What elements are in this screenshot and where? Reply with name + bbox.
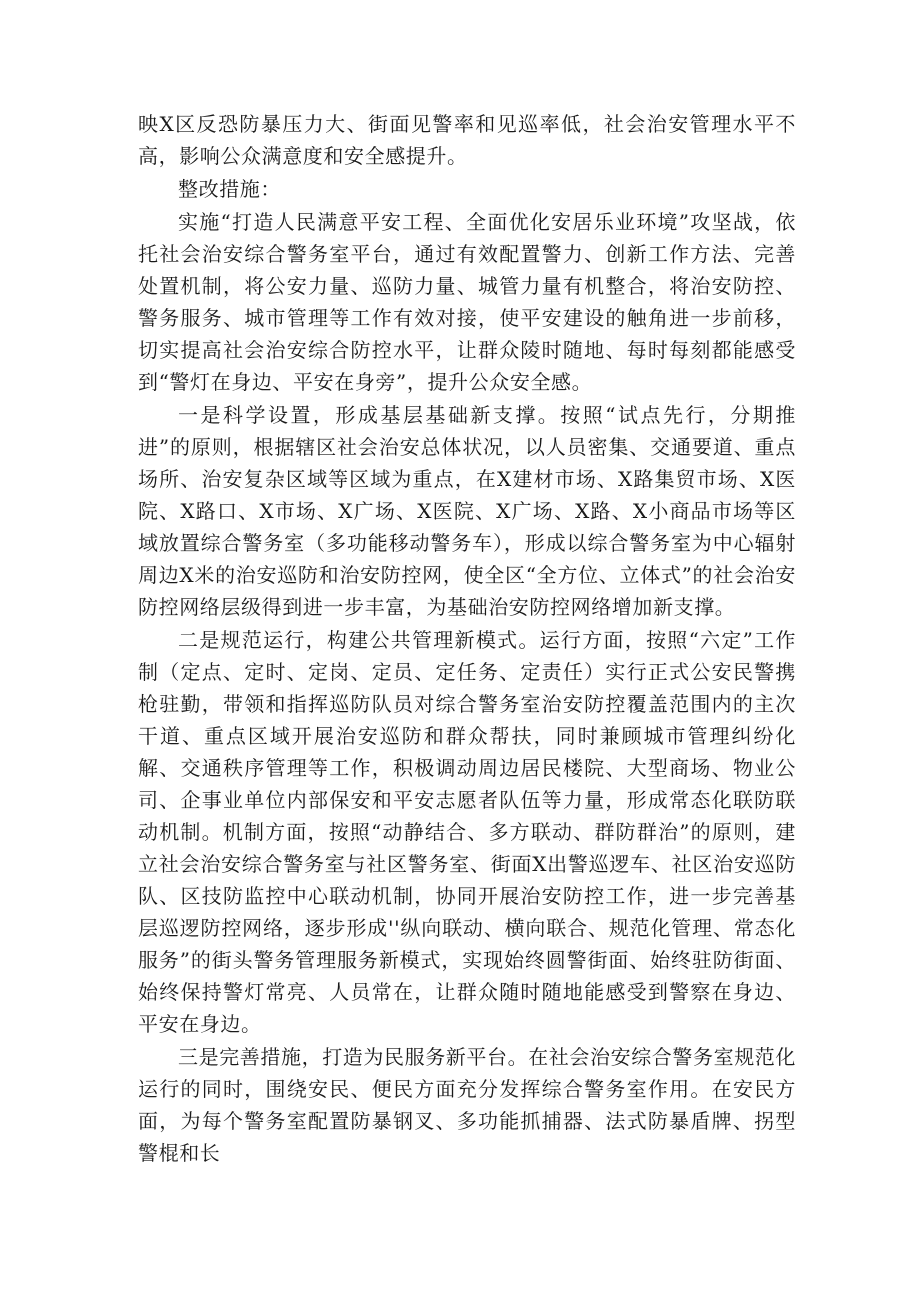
paragraph-point-two: 二是规范运行，构建公共管理新模式。运行方面，按照“六定”工作制（定点、定时、定岗、定员、定任务、定责任）实行正式公安民警携枪驻勤，带领和指挥巡防队员对综合警务室治安防控覆盖范围内的主次干道、重点区域开展治安巡防和群众帮扶，同时兼顾城市管理纠纷化解、交通秩序管理等工作，积极调动周边居民楼院、大型商场、物业公司、企事业单位内部保安和平安志愿者队伍等力量，形成常态化联防联动机制。机制方面，按照“动静结合、多方联动、群防群治”的原则，建立社会治安综合警务室与社区警务室、街面X出警巡逻车、社区治安巡防队、区技防监控中心联动机制，协同开展治安防控工作，进一步完善基层巡逻防控网络，逐步形成''纵向联动、横向联合、规范化管理、常态化服务”的街头警务管理服务新模式，实现始终圆警街面、始终驻防街面、始终保持警灯常亮、人员常在，让群众随时随地能感受到警察在身边、平安在身边。 <box>138 628 796 1036</box>
paragraph-rectification-heading: 整改措施： <box>178 177 281 201</box>
paragraph-campaign: 实施“打造人民满意平安工程、全面优化安居乐业环境”攻坚战，依托社会治安综合警务室平台，通过有效配置警力、创新工作方法、完善处置机制，将公安力量、巡防力量、城管力量有机整合，将治安防控、警务服务、城市管理等工作有效对接，使平安建设的触角进一步前移，切实提高社会治安综合防控水平，让群众陵时随地、每时每刻都能感受到“警灯在身边、平安在身旁”，提升公众安全感。 <box>138 210 796 394</box>
paragraph-point-one: 一是科学设置，形成基层基础新支撑。按照“试点先行，分期推进”的原则，根据辖区社会治安总体状况，以人员密集、交通要道、重点场所、治安复杂区域等区域为重点，在X建材市场、X路集贸市场、X医院、X路口、X市场、X广场、X医院、X广场、X路、X小商品市场等区域放置综合警务室（多功能移动警务车），形成以综合警务室为中心辐射周边X米的治安巡防和治安防控网，使全区“全方位、立体式”的社会治安防控网络层级得到进一步丰富，为基础治安防控网络增加新支撑。 <box>138 403 796 619</box>
paragraph-point-three: 三是完善措施，打造为民服务新平台。在社会治安综合警务室规范化运行的同时，围绕安民、便民方面充分发挥综合警务室作用。在安民方面，为每个警务室配置防暴钢叉、多功能抓捕器、法式防暴盾牌、拐型警棍和长 <box>138 1045 796 1165</box>
paragraph-intro-continued: 映X区反恐防暴压力大、街面见警率和见巡率低，社会治安管理水平不高，影响公众满意度和安全感提升。 <box>138 112 796 168</box>
document-body <box>138 108 796 1170</box>
